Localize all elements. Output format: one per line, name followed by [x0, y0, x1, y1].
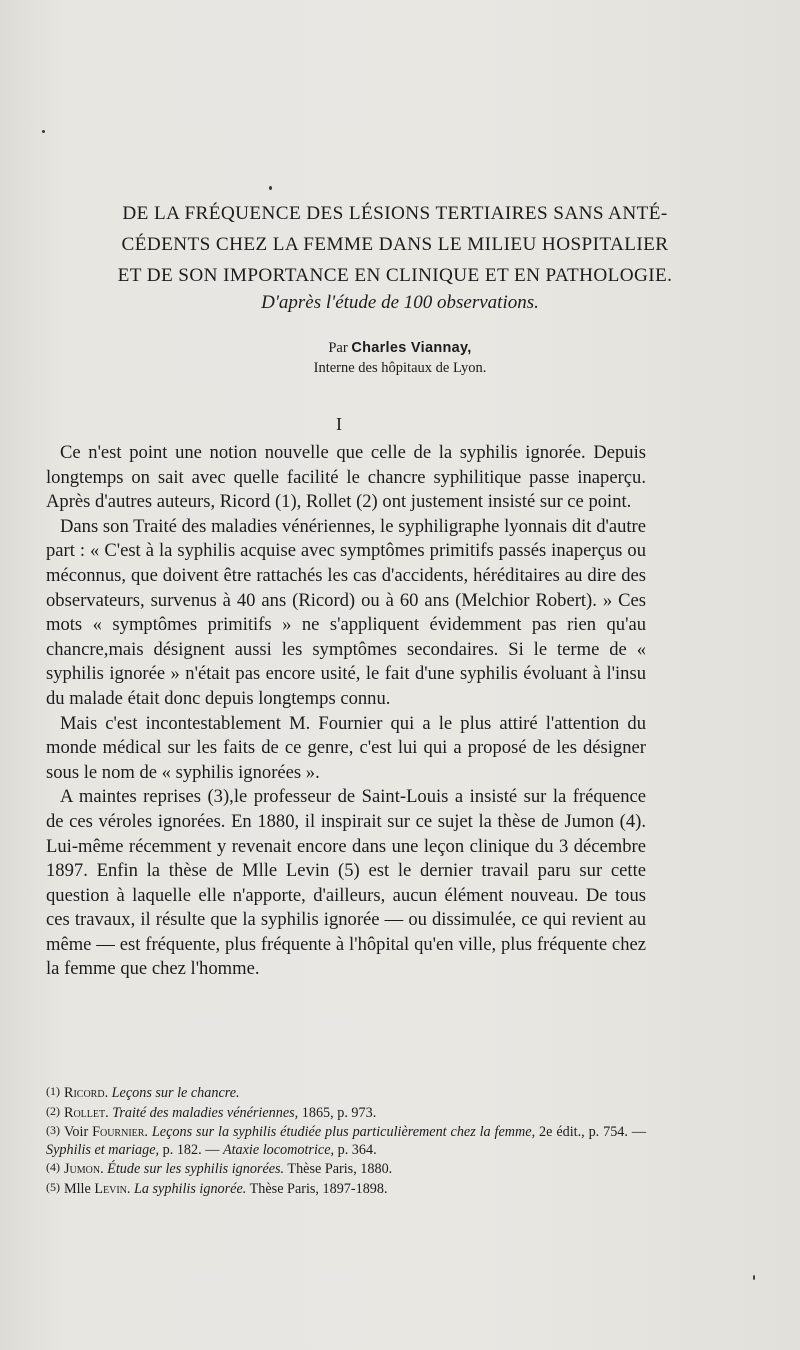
footnote-5 — [46, 1179, 646, 1199]
footnote-detail: p. 364. — [337, 1141, 377, 1158]
print-speck — [753, 1275, 755, 1280]
footnote-author: Levin. — [94, 1180, 131, 1197]
footnote-author: Fournier. — [92, 1124, 148, 1140]
author-affiliation: Interne des hôpitaux de Lyon. — [313, 360, 487, 376]
footnote-number: (5) — [46, 1179, 60, 1194]
paragraph: A maintes reprises (3),le professeur de Saint-Louis a insisté sur la fréquence de ces véroles ignorées. En 1880, il inspirait sur ce sujet la thèse de Jumon (4). Lui-même récemment y revenait encore dans une leçon clinique du 3 décembre 1897. Enfin la thèse de Mlle Levin (5) est le dernier travail paru sur cette question à laquelle elle n'apporte, d'ailleurs, aucun élément nouveau. De tous ces travaux, il résulte que la syphilis ignorée — ou dissimulée, ce qui revient au même — est fréquente, plus fréquente à l'hôpital qu'en ville, plus fréquente chez la femme que chez l'homme. — [46, 786, 646, 980]
body-text — [46, 441, 646, 982]
footnotes — [46, 1083, 646, 1198]
footnote-title: La syphilis ignorée. — [134, 1180, 247, 1197]
footnote-number: (1) — [46, 1084, 60, 1098]
paragraph: Ce n'est point une notion nouvelle que celle de la syphilis ignorée. Depuis longtemps on sait avec quelle facilité le chancre syphilitique passe inaperçu. Après d'autres auteurs, Ricord (1), Rollet (2) ont justement insisté sur ce point. — [46, 442, 646, 513]
footnote-number: (2) — [46, 1103, 60, 1118]
footnote-detail: Thèse Paris, 1897-1898. — [249, 1180, 388, 1197]
print-speck — [42, 130, 45, 133]
section-number: I — [336, 414, 342, 434]
footnote-author: Rollet. — [64, 1104, 109, 1121]
footnote-title: Traité des maladies vénériennes, — [112, 1104, 299, 1121]
footnote-author: Ricord. — [64, 1085, 109, 1101]
footnote-detail: p. 182. — — [162, 1141, 220, 1158]
footnote-number: (3) — [46, 1123, 60, 1137]
footnote-prefix: Voir — [64, 1124, 89, 1140]
footnote-detail: Thèse Paris, 1880. — [287, 1161, 393, 1177]
paragraph: Dans son Traité des maladies vénériennes, le syphiligraphe lyonnais dit d'autre part : « C'est à la syphilis acquise avec symptômes primitifs passés inaperçus ou méconnus, que doivent être rattachés les cas d'accidents, héréditaires au dire des observateurs, survenus à 40 ans (Ricord) ou à 60 ans (Melchior Robert). » Ces mots « symptômes primitifs » ne s'appliquent évidemment pas rien qu'au chancre,mais désignent aussi les symptômes secondaires. Si le terme de « syphilis ignorée » n'était pas encore usité, le fait d'une syphilis évoluant à l'insu du malade était donc depuis longtemps connu. — [46, 515, 646, 709]
byline — [0, 340, 800, 357]
footnote-2 — [46, 1103, 646, 1123]
footnote-detail: 1865, p. 973. — [301, 1104, 377, 1121]
footnote-1 — [46, 1083, 646, 1103]
footnote-author: Jumon. — [64, 1161, 104, 1177]
article-subtitle: D'après l'étude de 100 observations. — [261, 292, 539, 313]
footnote-title: Ataxie locomotrice, — [222, 1141, 335, 1158]
author-name: Charles Viannay, — [351, 340, 472, 356]
footnote-number: (4) — [46, 1160, 60, 1174]
footnote-title: Étude sur les syphilis ignorées. — [107, 1161, 285, 1177]
title-line: ET DE SON IMPORTANCE EN CLINIQUE ET EN PATHOLOGIE. — [117, 265, 673, 286]
title-line: CÉDENTS CHEZ LA FEMME DANS LE MILIEU HOSPITALIER — [121, 234, 669, 255]
article-title — [50, 198, 740, 291]
paragraph: Mais c'est incontestablement M. Fournier qui a le plus attiré l'attention du monde médical sur les faits de ce genre, c'est lui qui a proposé de les désigner sous le nom de « syphilis ignorées ». — [46, 712, 646, 783]
title-line: DE LA FRÉQUENCE DES LÉSIONS TERTIAIRES SANS ANTÉ- — [122, 203, 668, 224]
print-speck — [269, 186, 272, 190]
footnote-title: Leçons sur le chancre. — [111, 1085, 240, 1101]
footnote-title: Leçons sur la syphilis étudiée plus particulièrement chez la femme, — [151, 1124, 536, 1140]
footnote-4 — [46, 1159, 646, 1179]
footnote-detail: 2e édit., p. 754. — — [539, 1124, 647, 1140]
byline-prefix: Par — [328, 340, 348, 356]
footnote-3 — [46, 1122, 646, 1159]
footnote-prefix: Mlle — [64, 1180, 91, 1197]
footnote-title: Syphilis et mariage, — [46, 1141, 160, 1158]
